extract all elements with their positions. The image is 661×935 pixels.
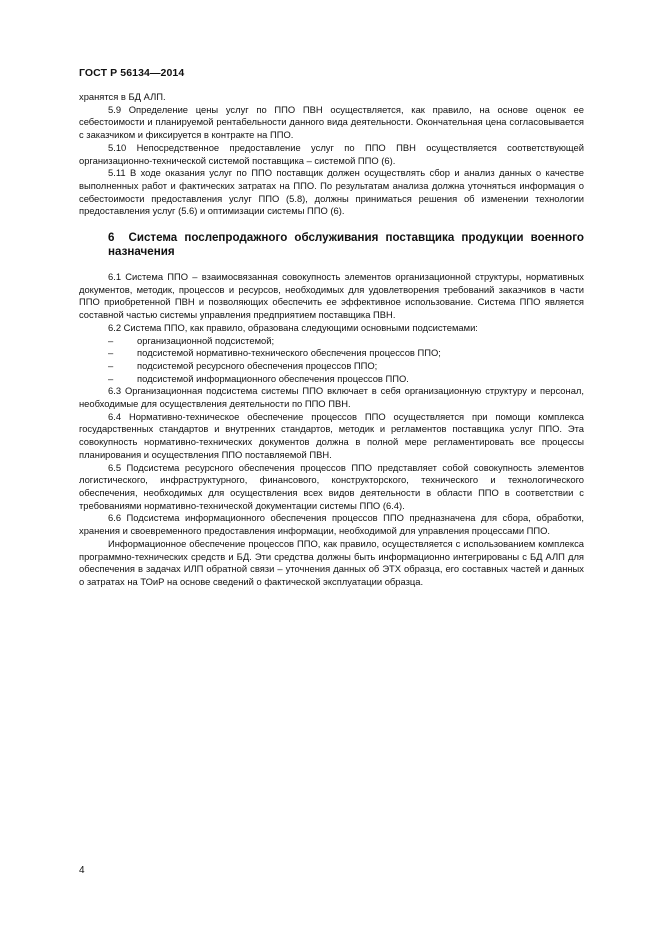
list-item-text: подсистемой информационного обеспечения процессов ППО. [137,372,409,384]
paragraph-6-3: 6.3 Организационная подсистема системы ППО включает в себя организационную структуру и персонал, необходимые для осуществления деятельности по ППО ПВН. [79,385,584,410]
paragraph-5-10: 5.10 Непосредственное предоставление услуг по ППО ПВН осуществляется соответствующей организационно-технической системой поставщика – системой ППО (6). [79,141,584,166]
list-item [79,347,584,360]
list-dash: – [108,334,114,346]
list-dash: – [108,347,114,359]
paragraph-information-support: Информационное обеспечение процессов ППО, как правило, осуществляется с использованием комплекса программно-технических средств и БД. Эти средства должны быть информационно интегрированы с БД АЛП для обеспечения в задачах ИЛП обратной связи – уточнения данных об ЭТХ образца, его составных частей и данных о затратах на ТОиР на основе сведений о фактической эксплуатации образца. [79,537,584,587]
list-item-text: подсистемой нормативно-технического обеспечения процессов ППО; [137,347,441,359]
document-code-header: ГОСТ Р 56134—2014 [79,67,185,79]
paragraph-6-1: 6.1 Система ППО – взаимосвязанная совокупность элементов организационной структуры, нормативных документов, методик, процессов и ресурсов, необходимых для удовлетворения требований заказчиков в части ППО приобретенной ПВН и позволяющих обеспечить ее эффективное использование. Система ППО является составной частью системы управления предприятием поставщика ПВН. [79,271,584,321]
section-number: 6 [108,231,115,245]
list-item-text: подсистемой ресурсного обеспечения процессов ППО; [137,359,378,371]
paragraph-6-2: 6.2 Система ППО, как правило, образована следующими основными подсистемами: [108,321,478,333]
list-item [79,335,584,348]
list-item-text: организационной подсистемой; [137,334,275,346]
paragraph-5-9: 5.9 Определение цены услуг по ППО ПВН осуществляется, как правило, на основе оценок ее себестоимости и планируемой рентабельности данного вида деятельности. Окончательная цена согласовывается с заказчиком и фиксируется в контракте на ППО. [79,103,584,141]
section-heading [79,231,584,259]
list-dash: – [108,372,114,384]
paragraph-6-6: 6.6 Подсистема информационного обеспечения процессов ППО предназначена для сбора, обработки, хранения и своевременного предоставления информации, необходимой для управления процессами ППО. [79,512,584,537]
list-dash: – [108,359,114,371]
list-item [79,373,584,386]
page-number: 4 [79,865,85,876]
paragraph-5-11: 5.11 В ходе оказания услуг по ППО поставщик должен осуществлять сбор и анализ данных о качестве выполненных работ и фактических затратах на ППО. По результатам анализа должна уточняться информация о себестоимости предоставления услуг ППО (5.8), должны приниматься решения об изменении технологии предоставления услуг (5.6) и оптимизации системы ППО (6). [79,167,584,217]
paragraph-6-4: 6.4 Нормативно-техническое обеспечение процессов ППО осуществляется при помощи комплекса государственных стандартов и внутренних стандартов, методик и регламентов поставщика услуг ППО. Эта совокупность нормативно-технических документов должна в полной мере регламентировать все процессы планирования и осуществления ППО поставляемой ПВН. [79,410,584,460]
section-title-text: Система послепродажного обслуживания поставщика продукции военного назначения [108,231,584,259]
paragraph-6-5: 6.5 Подсистема ресурсного обеспечения процессов ППО представляет собой совокупность элементов логистического, инфраструктурного, финансового, конструкторского, технического и технологического обеспечения, необходимых для осуществления всех видов деятельности в области ППО в соответствии с требованиями нормативно-технической документации системы ППО (6.4). [79,461,584,511]
subsystem-list [79,335,584,386]
document-body [79,91,584,589]
list-item [79,360,584,373]
continuation-line: хранятся в БД АЛП. [79,91,166,102]
